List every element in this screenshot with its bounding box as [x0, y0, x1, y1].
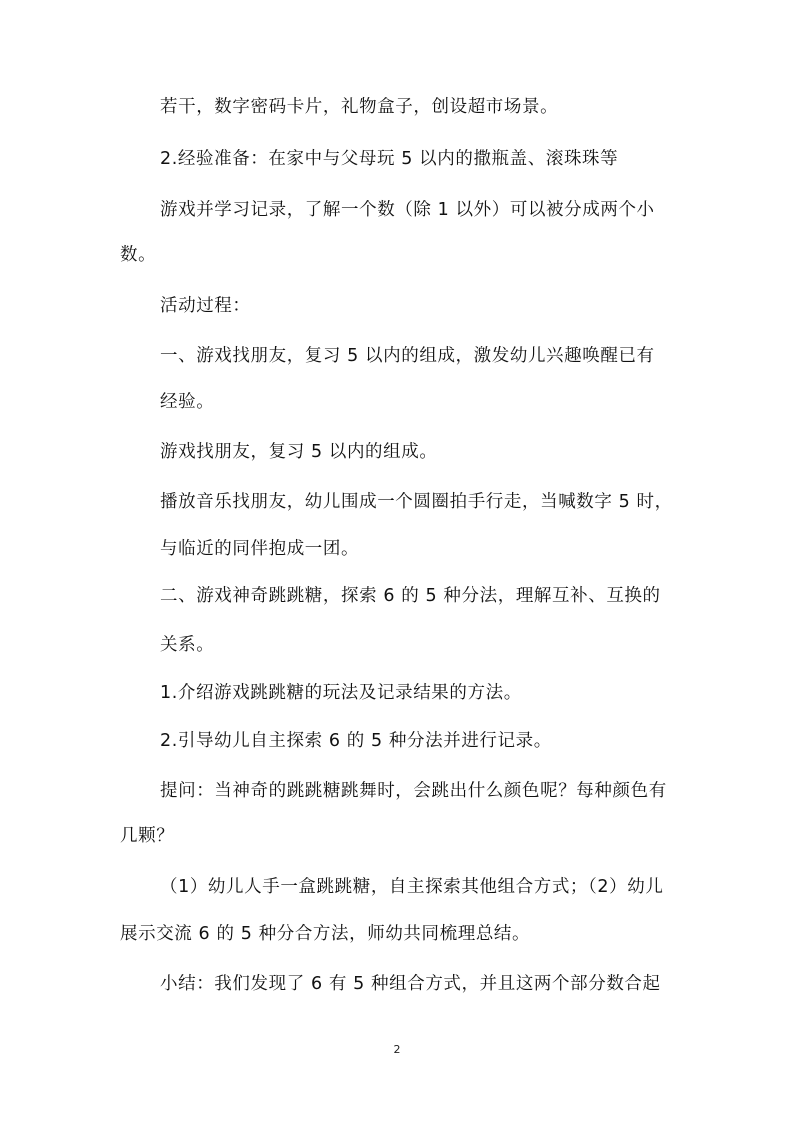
text-line: 几颗？ — [120, 826, 175, 846]
text-line: 数。 — [120, 245, 157, 265]
text-line: 游戏并学习记录，了解一个数（除 1 以外）可以被分成两个小 — [160, 200, 655, 220]
text-line: 播放音乐找朋友，幼儿围成一个圆圈拍手行走，当喊数字 5 时， — [160, 492, 673, 512]
text-line: 关系。 — [160, 635, 215, 655]
text-line: 2.经验准备：在家中与父母玩 5 以内的撒瓶盖、滚珠珠等 — [160, 149, 619, 169]
text-line: 小结：我们发现了 6 有 5 种组合方式，并且这两个部分数合起 — [160, 974, 661, 994]
text-line: 经验。 — [160, 392, 215, 412]
text-line: 提问：当神奇的跳跳糖跳舞时，会跳出什么颜色呢？每种颜色有 — [160, 781, 667, 801]
text-line: 1.介绍游戏跳跳糖的玩法及记录结果的方法。 — [160, 683, 522, 703]
page-number: 2 — [393, 1043, 401, 1056]
text-line: 展示交流 6 的 5 种分合方法，师幼共同梳理总结。 — [120, 924, 531, 944]
text-line: 若干，数字密码卡片，礼物盒子，创设超市场景。 — [160, 97, 559, 117]
section-heading: 活动过程： — [160, 296, 251, 316]
text-line: 2.引导幼儿自主探索 6 的 5 种分法并进行记录。 — [160, 731, 552, 751]
text-line: 游戏找朋友，复习 5 以内的组成。 — [160, 442, 438, 462]
text-line: 一、游戏找朋友，复习 5 以内的组成，激发幼儿兴趣唤醒已有 — [160, 346, 655, 366]
text-line: 二、游戏神奇跳跳糖，探索 6 的 5 种分法，理解互补、互换的 — [160, 586, 661, 606]
text-line: 与临近的同伴抱成一团。 — [160, 539, 360, 559]
text-line: （1）幼儿人手一盒跳跳糖，自主探索其他组合方式；（2）幼儿 — [160, 877, 664, 897]
